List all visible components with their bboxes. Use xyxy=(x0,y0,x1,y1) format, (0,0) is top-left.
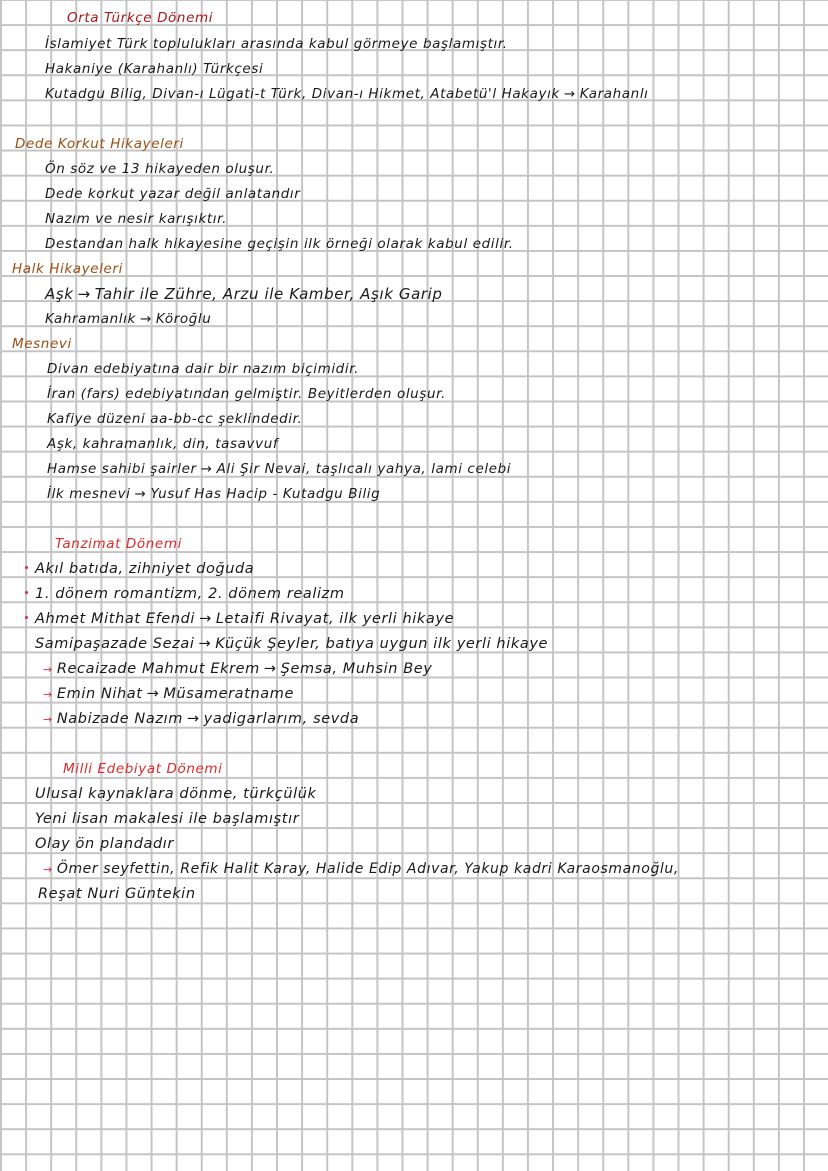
note-line xyxy=(47,460,511,478)
arrow-icon: → xyxy=(134,486,147,502)
note-text: İlk mesnevi xyxy=(47,486,131,502)
note-line xyxy=(35,610,454,628)
arrow-icon: → xyxy=(198,636,212,652)
note-line: Divan edebiyatına dair bir nazım biçimidir. xyxy=(47,361,360,377)
note-line xyxy=(45,85,649,103)
bullet-dot-icon xyxy=(25,591,28,594)
note-line: Reşat Nuri Güntekin xyxy=(38,886,196,902)
note-text: yadigarlarım, sevda xyxy=(203,711,360,727)
note-text: Kahramanlık xyxy=(45,311,136,327)
note-text: Küçük Şeyler, batıya uygun ilk yerli hikaye xyxy=(215,636,549,652)
note-line xyxy=(43,860,679,879)
arrow-icon: → xyxy=(77,285,91,303)
note-line: Yeni lisan makalesi ile başlamıştır xyxy=(35,811,300,827)
arrow-icon: → xyxy=(563,86,576,102)
note-line xyxy=(43,685,294,704)
heading-milli-edebiyat: Milli Edebiyat Dönemi xyxy=(63,761,223,777)
note-line xyxy=(35,635,548,653)
note-text: Aşk xyxy=(45,285,74,303)
note-line: 1. dönem romantizm, 2. dönem realizm xyxy=(35,586,345,602)
note-text: Emin Nihat xyxy=(56,686,143,702)
note-line: Destandan halk hikayesine geçişin ilk örneği olarak kabul edilir. xyxy=(45,236,514,252)
note-line: Nazım ve nesir karışıktır. xyxy=(45,211,227,227)
note-text: Hamse sahibi şairler xyxy=(47,461,197,477)
heading-mesnevi: Mesnevi xyxy=(12,336,72,352)
note-text: Samipaşazade Sezai xyxy=(35,636,195,652)
note-line: Akıl batıda, zihniyet doğuda xyxy=(35,561,255,577)
note-text: Nabizade Nazım xyxy=(56,711,183,727)
note-line xyxy=(43,660,433,679)
note-line: İran (fars) edebiyatından gelmiştir. Beyitlerden oluşur. xyxy=(47,386,446,402)
note-text: Ahmet Mithat Efendi xyxy=(35,611,196,627)
note-text: Karahanlı xyxy=(579,86,649,102)
note-text: Ömer seyfettin, Refik Halit Karay, Halide Edip Adıvar, Yakup kadri Karaosmanoğlu, xyxy=(56,861,679,877)
arrow-icon: → xyxy=(186,711,200,727)
note-line: Kafiye düzeni aa-bb-cc şeklindedir. xyxy=(47,411,303,427)
arrow-icon: → xyxy=(199,611,212,627)
note-line: Olay ön plandadır xyxy=(35,836,174,852)
note-text: Şemsa, Muhsin Bey xyxy=(280,661,433,677)
bullet-dot-icon xyxy=(25,616,28,619)
note-line: Aşk, kahramanlık, din, tasavvuf xyxy=(47,436,279,452)
red-arrow-icon: → xyxy=(43,713,53,726)
heading-orta-turkce: Orta Türkçe Dönemi xyxy=(67,10,214,26)
note-text: Recaizade Mahmut Ekrem xyxy=(56,661,260,677)
note-line xyxy=(47,485,380,503)
arrow-icon: → xyxy=(146,686,160,702)
bullet-dot-icon xyxy=(25,566,28,569)
note-text: Köroğlu xyxy=(155,311,212,327)
heading-halk-hikayeleri: Halk Hikayeleri xyxy=(12,261,123,277)
note-line: Dede korkut yazar değil anlatandır xyxy=(45,186,301,202)
heading-tanzimat: Tanzimat Dönemi xyxy=(55,536,182,552)
heading-dede-korkut: Dede Korkut Hikayeleri xyxy=(15,136,184,152)
arrow-icon: → xyxy=(263,661,277,677)
note-line: Ulusal kaynaklara dönme, türkçülük xyxy=(35,786,317,802)
note-line xyxy=(43,710,359,729)
red-arrow-icon: → xyxy=(43,663,53,676)
note-line: Ön söz ve 13 hikayeden oluşur. xyxy=(45,161,275,177)
note-text: Letaifi Rivayat, ilk yerli hikaye xyxy=(215,611,455,627)
note-text: Kutadgu Bilig, Divan-ı Lügati-t Türk, Divan-ı Hikmet, Atabetü'l Hakayık xyxy=(45,86,560,102)
note-line xyxy=(45,285,443,303)
note-line: Hakaniye (Karahanlı) Türkçesi xyxy=(45,61,264,77)
note-text: Müsameratname xyxy=(163,686,294,702)
note-line: İslamiyet Türk toplulukları arasında kabul görmeye başlamıştır. xyxy=(45,36,508,52)
arrow-icon: → xyxy=(139,311,152,327)
red-arrow-icon: → xyxy=(43,688,53,701)
red-arrow-icon: → xyxy=(43,863,53,876)
note-text: Tahir ile Zühre, Arzu ile Kamber, Aşık Garip xyxy=(94,285,443,303)
note-text: Yusuf Has Hacip - Kutadgu Bilig xyxy=(150,486,381,502)
note-line xyxy=(45,310,211,328)
note-text: Ali Şir Nevai, taşlıcalı yahya, lami celebi xyxy=(216,461,512,477)
arrow-icon: → xyxy=(200,461,213,477)
